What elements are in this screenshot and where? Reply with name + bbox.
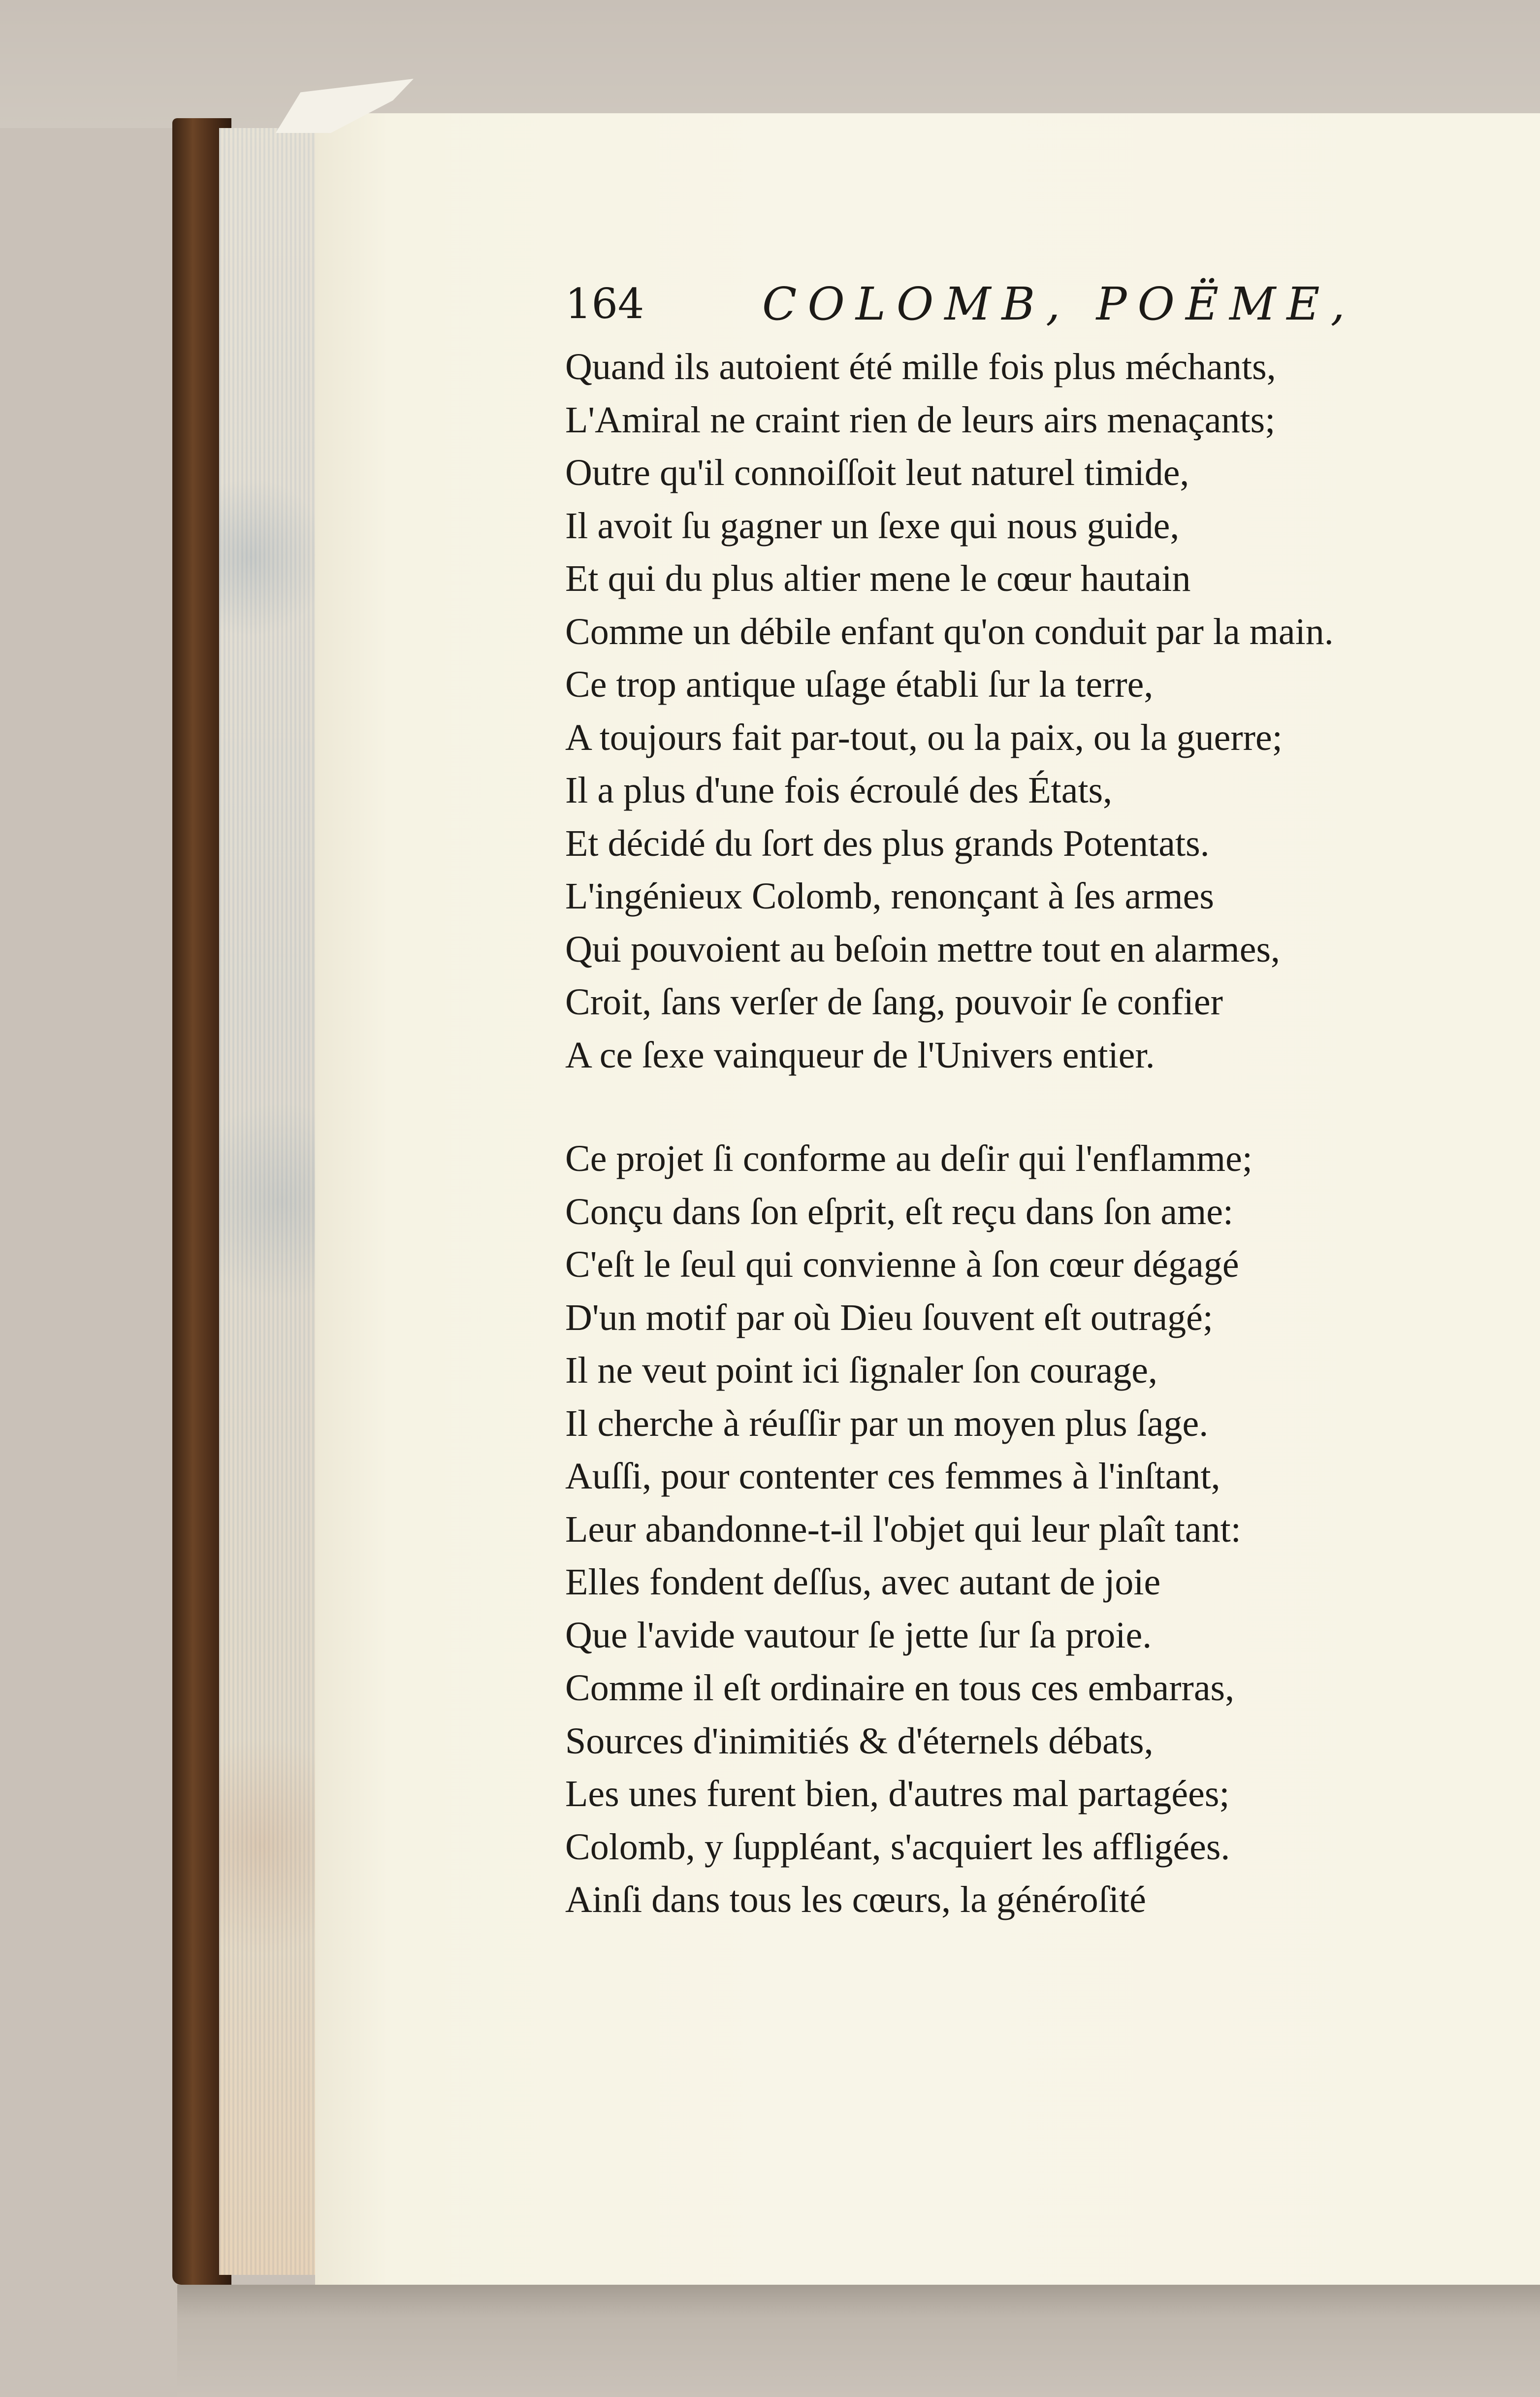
verse-line: Auſſi, pour contenter ces femmes à l'inſtant, xyxy=(565,1456,1220,1497)
verse-line: Il a plus d'une fois écroulé des États, xyxy=(565,770,1113,811)
verse-line: C'eſt le ſeul qui convienne à ſon cœur dégagé xyxy=(565,1244,1239,1285)
verse-line: D'un motif par où Dieu ſouvent eſt outragé; xyxy=(565,1296,1213,1338)
verse-line: Ce trop antique uſage établi ſur la terre, xyxy=(565,664,1154,705)
verse-line: L'Amiral ne craint rien de leurs airs menaçants; xyxy=(565,399,1276,441)
verse-line: Sources d'inimitiés & d'éternels débats, xyxy=(565,1720,1154,1762)
verse-line: Qui pouvoient au beſoin mettre tout en alarmes, xyxy=(565,928,1281,970)
verse-line: Et décidé du ſort des plus grands Potentats. xyxy=(565,822,1210,864)
verse-line: L'ingénieux Colomb, renonçant à ſes armes xyxy=(565,875,1214,917)
running-title: COLOMB, POËME, xyxy=(762,278,1356,330)
verse-line: Les unes furent bien, d'autres mal partagées; xyxy=(565,1773,1230,1814)
stanza-2 xyxy=(565,1133,1501,1927)
verse-line: Elles fondent deſſus, avec autant de joie xyxy=(565,1561,1161,1603)
verse-line: Il cherche à réuſſir par un moyen plus ſage. xyxy=(565,1402,1209,1444)
verse-line: Et qui du plus altier mene le cœur hautain xyxy=(565,558,1191,599)
verse-line: Colomb, y ſuppléant, s'acquiert les affligées. xyxy=(565,1826,1230,1868)
background-shadow xyxy=(177,2285,1540,2397)
verse-line: Il ne veut point ici ſignaler ſon courage, xyxy=(565,1350,1157,1391)
stanza-1 xyxy=(565,341,1501,1082)
verse-line: Comme il eſt ordinaire en tous ces embarras, xyxy=(565,1667,1235,1709)
verse-line: Quand ils autoient été mille fois plus méchants, xyxy=(565,346,1276,388)
verse-line: Ainſi dans tous les cœurs, la généroſité xyxy=(565,1879,1146,1920)
verse-line: Ce projet ſi conforme au deſir qui l'enflamme; xyxy=(565,1138,1253,1179)
page-edge xyxy=(219,128,323,2275)
verse-line: Que l'avide vautour ſe jette ſur ſa proie. xyxy=(565,1614,1152,1656)
verse-line: Comme un débile enfant qu'on conduit par la main. xyxy=(565,611,1334,652)
background-surface xyxy=(0,0,1540,128)
verse-line: Outre qu'il connoiſſoit leut naturel timide, xyxy=(565,452,1189,493)
verse-line: A toujours fait par-tout, ou la paix, ou la guerre; xyxy=(565,716,1283,758)
running-head xyxy=(565,280,1402,334)
verse-line: A ce ſexe vainqueur de l'Univers entier. xyxy=(565,1034,1155,1076)
verse-line: Conçu dans ſon eſprit, eſt reçu dans ſon ame: xyxy=(565,1191,1234,1232)
verse-line: Leur abandonne-t-il l'objet qui leur plaît tant: xyxy=(565,1508,1241,1550)
verse-line: Il avoit ſu gagner un ſexe qui nous guide, xyxy=(565,505,1180,547)
verse-line: Croit, ſans verſer de ſang, pouvoir ſe confier xyxy=(565,981,1223,1023)
page-number: 164 xyxy=(565,280,644,328)
